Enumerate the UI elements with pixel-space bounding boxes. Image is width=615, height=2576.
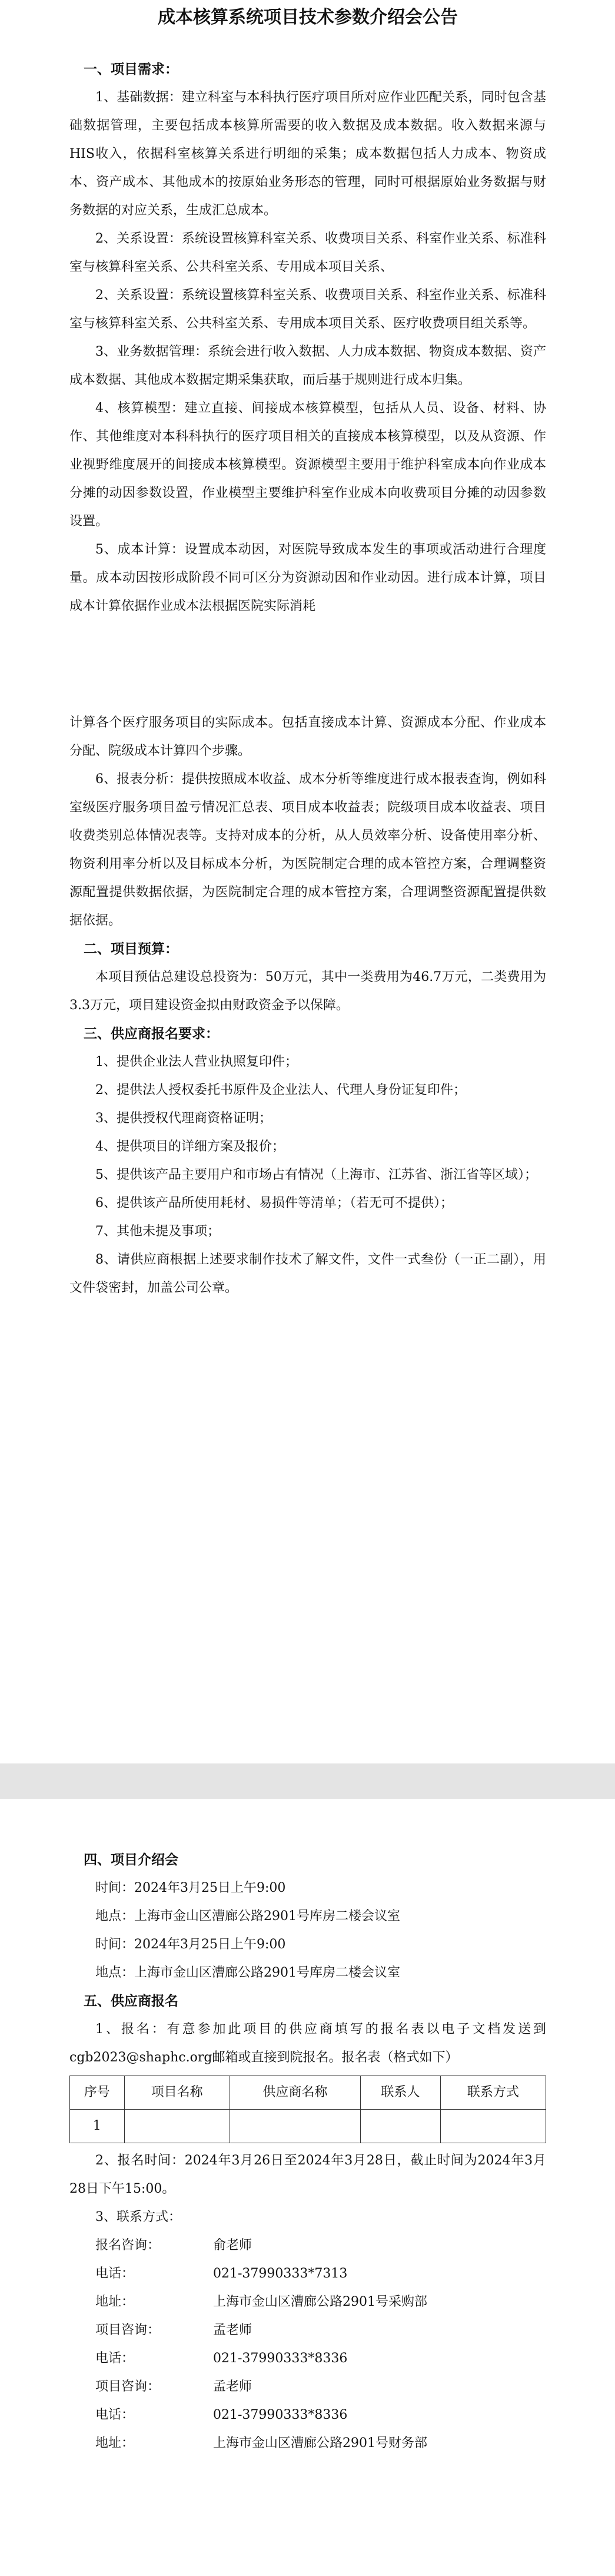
s3-item-3: 3、提供授权代理商资格证明； [95, 1111, 272, 1126]
contact-value: 孟老师 [213, 2323, 252, 2338]
contact-label: 项目咨询： [95, 2323, 161, 2338]
contact-row [69, 2288, 546, 2316]
s1-item-6: 5、成本计算：设置成本动因，对医院导致成本发生的事项或活动进行合理度量。成本动因按形成阶段不同可区分为资源动因和作业动因。进行成本计算，项目成本计算依据作业成本法根据医院实际消耗 [69, 542, 546, 614]
contact-row [69, 2429, 546, 2458]
s1-item-5: 4、核算模型：建立直接、间接成本核算模型，包括从人员、设备、材料、协作、其他维度对本科科执行的医疗项目相关的直接成本核算模型，以及从资源、作业视野维度展开的间接成本核算模型。资源模型主要用于维护科室成本向作业成本分摊的动因参数设置，作业模型主要维护科室作业成本向收费项目分摊的动因参数设置。 [69, 401, 546, 529]
page-1-content [69, 0, 546, 1302]
contact-value: 021-37990333*7313 [213, 2266, 348, 2281]
s1-cont-1: 计算各个医疗服务项目的实际成本。包括直接成本计算、资源成本分配、作业成本分配、院级成本计算四个步骤。 [69, 715, 546, 758]
contact-value: 021-37990333*8336 [213, 2408, 348, 2422]
contact-row [69, 2260, 546, 2288]
section-3-heading: 三、供应商报名要求： [84, 1026, 219, 1042]
contact-value: 上海市金山区漕廊公路2901号采购部 [213, 2295, 427, 2309]
contact-label: 地址： [95, 2436, 135, 2451]
contact-label: 电话： [95, 2351, 135, 2366]
s4-line-3: 时间：2024年3月25日上午9:00 [95, 1937, 286, 1952]
table-header-cell: 联系方式 [440, 2076, 546, 2110]
contact-label: 报名咨询： [95, 2238, 161, 2253]
s4-line-2: 地点：上海市金山区漕廊公路2901号库房二楼会议室 [95, 1909, 400, 1924]
contact-row [69, 2401, 546, 2429]
s3-item-4: 4、提供项目的详细方案及报价； [95, 1139, 285, 1154]
s3-item-6: 6、提供该产品所使用耗材、易损件等清单；（若无可不提供）； [95, 1196, 453, 1211]
document-page-2 [0, 1799, 615, 2576]
table-cell [230, 2110, 360, 2143]
contact-row [69, 2345, 546, 2373]
s2-text: 本项目预估总建设总投资为：50万元，其中一类费用为46.7万元，二类费用为3.3万元，项目建设资金拟由财政资金予以保障。 [69, 970, 546, 1013]
section-2-heading: 二、项目预算： [84, 941, 178, 957]
document-title: 成本核算系统项目技术参数介绍会公告 [158, 7, 458, 28]
table-cell [124, 2110, 230, 2143]
s3-item-1: 1、提供企业法人营业执照复印件； [95, 1055, 298, 1069]
s4-line-4: 地点：上海市金山区漕廊公路2901号库房二楼会议室 [95, 1965, 400, 1980]
contact-label: 项目咨询： [95, 2379, 161, 2394]
s3-item-2: 2、提供法人授权委托书原件及企业法人、代理人身份证复印件； [95, 1083, 466, 1098]
section-1-heading: 一、项目需求： [84, 61, 178, 77]
s5-item-1: 1、报名：有意参加此项目的供应商填写的报名表以电子文档发送到cgb2023@shaphc.org邮箱或直接到院报名。报名表（格式如下） [69, 2022, 546, 2065]
contact-label: 电话： [95, 2266, 135, 2281]
table-header-cell: 联系人 [361, 2076, 441, 2110]
s1-item-3: 2、关系设置：系统设置核算科室关系、收费项目关系、科室作业关系、标准科室与核算科室关系、公共科室关系、专用成本项目关系、医疗收费项目组关系等。 [69, 288, 546, 331]
table-header-cell: 序号 [70, 2076, 125, 2110]
page-gap [0, 1763, 615, 1799]
s5-item-2: 2、报名时间：2024年3月26日至2024年3月28日，截止时间为2024年3月28日下午15:00。 [69, 2153, 546, 2196]
contact-value: 孟老师 [213, 2379, 252, 2394]
contact-list [69, 2232, 546, 2458]
s1-item-4: 3、业务数据管理：系统会进行收入数据、人力成本数据、物资成本数据、资产成本数据、其他成本数据定期采集获取，而后基于规则进行成本归集。 [69, 344, 546, 387]
table-cell: 1 [70, 2110, 125, 2143]
table-header-cell: 供应商名称 [230, 2076, 360, 2110]
s3-item-5: 5、提供该产品主要用户和市场占有情况（上海市、江苏省、浙江省等区域）； [95, 1168, 537, 1182]
s1-cont-2: 6、报表分析：提供按照成本收益、成本分析等维度进行成本报表查询，例如科室级医疗服务项目盈亏情况汇总表、项目成本收益表；院级项目成本收益表、项目收费类别总体情况表等。支持对成本的分析，从人员效率分析、设备使用率分析、物资利用率分析以及目标成本分析，为医院制定合理的成本管控方案，合理调整资源配置提供数据依据，为医院制定合理的成本管控方案，合理调整资源配置提供数据依据。 [69, 772, 546, 928]
contact-value: 上海市金山区漕廊公路2901号财务部 [213, 2436, 427, 2451]
contact-row [69, 2316, 546, 2345]
contact-row [69, 2232, 546, 2260]
section-5-heading: 五、供应商报名 [84, 1993, 178, 2009]
table-header-cell: 项目名称 [124, 2076, 230, 2110]
s3-item-8: 8、请供应商根据上述要求制作技术了解文件，文件一式叁份（一正二副），用文件袋密封，加盖公司公章。 [69, 1252, 546, 1295]
page-2-content [69, 1846, 546, 2458]
table-row [70, 2110, 546, 2143]
table-cell [440, 2110, 546, 2143]
section-4-heading: 四、项目介绍会 [84, 1852, 178, 1868]
s3-item-7: 7、其他未提及事项； [95, 1224, 220, 1239]
s1-item-2: 2、关系设置：系统设置核算科室关系、收费项目关系、科室作业关系、标准科室与核算科室关系、公共科室关系、专用成本项目关系、 [69, 231, 546, 274]
contact-value: 021-37990333*8336 [213, 2351, 348, 2366]
contact-value: 俞老师 [213, 2238, 252, 2253]
s5-item-3: 3、联系方式： [95, 2210, 181, 2224]
contact-row [69, 2373, 546, 2401]
s1-item-1: 1、基础数据：建立科室与本科执行医疗项目所对应作业匹配关系，同时包含基础数据管理，主要包括成本核算所需要的收入数据及成本数据。收入数据来源与HIS收入，依据科室核算关系进行明细的采集；成本数据包括人力成本、物资成本、资产成本、其他成本的按原始业务形态的管理，同时可根据原始业务数据与财务数据的对应关系，生成汇总成本。 [69, 90, 546, 218]
s4-line-1: 时间：2024年3月25日上午9:00 [95, 1881, 286, 1895]
page-break-space [69, 621, 546, 709]
table-header-row [70, 2076, 546, 2110]
registration-table [69, 2076, 546, 2143]
contact-label: 电话： [95, 2408, 135, 2422]
contact-label: 地址： [95, 2295, 135, 2309]
table-cell [361, 2110, 441, 2143]
